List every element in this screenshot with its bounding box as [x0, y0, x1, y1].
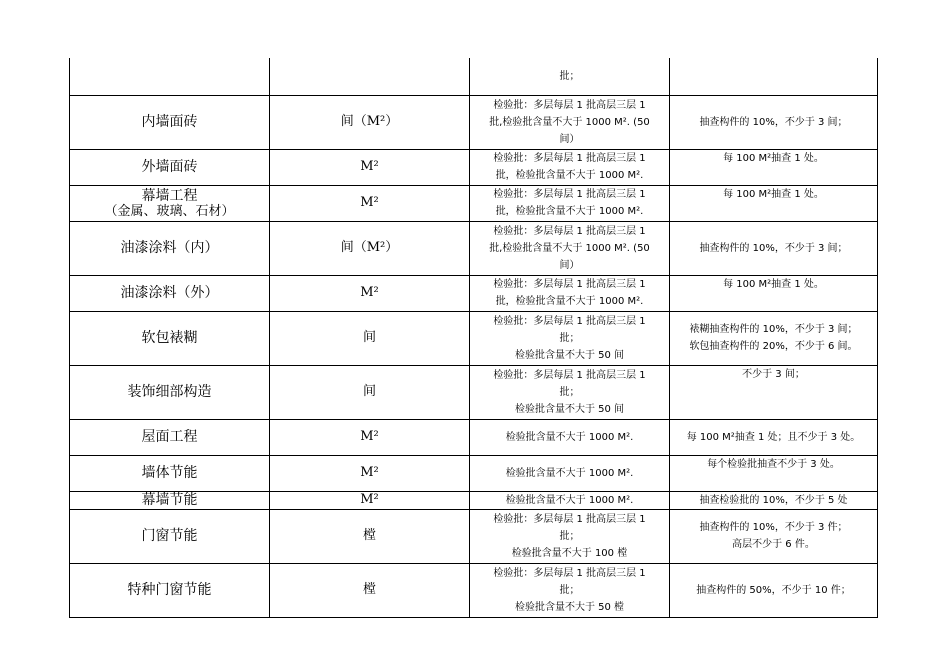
sampling-rule-line: 抽查构件的 10%，不少于 3 件； [699, 522, 848, 533]
batch-rule-line: 检验批：多层每层 1 批高层三层 1 [493, 153, 646, 164]
sampling-rule-cell [670, 149, 878, 185]
sampling-rule-cell [670, 221, 878, 275]
unit-cell [270, 58, 470, 95]
item-name: 油漆涂料（内） [120, 240, 219, 256]
batch-rule-line: 批； [559, 70, 580, 82]
batch-rule-line: 检验批：多层每层 1 批高层三层 1 [493, 369, 646, 381]
table-row [70, 221, 878, 275]
sampling-rule-line: 每 100 M²抽查 1 处。 [723, 152, 824, 164]
sampling-rule-cell [670, 563, 878, 617]
item-name: 油漆涂料（外） [120, 285, 219, 301]
sampling-rule-cell [670, 311, 878, 365]
item-name: 外墙面砖 [141, 159, 198, 175]
sampling-rule-line: 抽查构件的 10%，不少于 3 间； [699, 242, 848, 254]
item-name: 特种门窗节能 [127, 582, 212, 598]
batch-rule-cell [470, 509, 670, 563]
sampling-rule-line: 抽查构件的 10%，不少于 3 间； [699, 116, 848, 128]
batch-rule-line: 检验批含量不大于 1000 M². [505, 494, 634, 506]
batch-rule-cell [470, 275, 670, 311]
sampling-rule-line: 每 100 M²抽查 1 处。 [723, 188, 824, 200]
item-name: 屋面工程 [141, 429, 198, 445]
batch-rule-line: 检验批含量不大于 100 樘 [511, 547, 628, 559]
batch-rule-line: 间） [559, 259, 580, 271]
batch-rule-cell [470, 95, 670, 149]
unit-cell: M² [270, 149, 470, 185]
table-row [70, 275, 878, 311]
sampling-rule-line: 高层不少于 6 件。 [732, 539, 815, 550]
batch-rule-line: 批,检验批含量不大于 1000 M². (50 [489, 116, 650, 128]
batch-rule-line: 检验批：多层每层 1 批高层三层 1 [493, 513, 646, 525]
item-cell [70, 491, 270, 509]
batch-rule-cell [470, 491, 670, 509]
item-cell [70, 563, 270, 617]
item-cell [70, 185, 270, 221]
batch-rule-cell [470, 311, 670, 365]
item-cell [70, 455, 270, 491]
table-row [70, 95, 878, 149]
batch-rule-line: 批，检验批含量不大于 1000 M². [495, 170, 644, 181]
item-cell [70, 509, 270, 563]
sampling-rule-cell [670, 419, 878, 455]
sampling-rule-cell [670, 509, 878, 563]
item-cell [70, 58, 270, 95]
batch-rule-line: 批； [559, 386, 580, 398]
table-row [70, 455, 878, 491]
unit-cell: M² [270, 491, 470, 509]
item-name: 门窗节能 [141, 528, 198, 544]
sampling-rule-cell [670, 365, 878, 419]
table-row [70, 563, 878, 617]
batch-rule-cell [470, 221, 670, 275]
table-row [70, 365, 878, 419]
batch-rule-cell [470, 419, 670, 455]
table-row [70, 419, 878, 455]
item-name: 幕墙节能 [141, 492, 198, 508]
sampling-rule-line: 抽查检验批的 10%，不少于 5 处 [699, 494, 848, 506]
sampling-rule-cell [670, 491, 878, 509]
unit-cell: 间（M²） [270, 221, 470, 275]
batch-rule-line: 批，检验批含量不大于 1000 M². [495, 296, 644, 307]
batch-rule-cell [470, 149, 670, 185]
batch-rule-line: 批； [559, 584, 580, 596]
unit-cell: M² [270, 455, 470, 491]
unit-cell: 间 [270, 311, 470, 365]
sampling-rule-cell [670, 185, 878, 221]
unit-cell: 间（M²） [270, 95, 470, 149]
item-name: 软包裱糊 [141, 330, 198, 346]
batch-rule-line: 批； [559, 530, 580, 542]
sampling-rule-line: 不少于 3 间； [742, 368, 805, 380]
item-name: 幕墙工程 [141, 187, 198, 204]
batch-rule-cell [470, 563, 670, 617]
sampling-rule-cell [670, 275, 878, 311]
batch-rule-line: 间） [559, 133, 580, 145]
sampling-rule-line: 每 100 M²抽查 1 处；且不少于 3 处。 [686, 431, 861, 443]
batch-rule-line: 批； [559, 332, 580, 344]
unit-cell: M² [270, 185, 470, 221]
batch-rule-line: 检验批：多层每层 1 批高层三层 1 [493, 315, 646, 327]
sampling-rule-cell [670, 95, 878, 149]
table-row [70, 311, 878, 365]
unit-cell: 间 [270, 365, 470, 419]
item-subtitle: （金属、玻璃、石材） [104, 203, 235, 219]
item-cell [70, 275, 270, 311]
unit-cell: 樘 [270, 509, 470, 563]
batch-rule-line: 检验批含量不大于 50 间 [514, 403, 625, 415]
batch-rule-line: 检验批：多层每层 1 批高层三层 1 [493, 225, 646, 237]
batch-rule-line: 检验批：多层每层 1 批高层三层 1 [493, 189, 646, 200]
sampling-rule-cell [670, 455, 878, 491]
batch-rule-line: 检验批：多层每层 1 批高层三层 1 [493, 99, 646, 111]
table-row [70, 509, 878, 563]
item-cell [70, 419, 270, 455]
item-cell [70, 149, 270, 185]
item-name: 装饰细部构造 [127, 384, 212, 400]
item-name: 内墙面砖 [141, 114, 198, 130]
sampling-rule-line: 抽查构件的 50%，不少于 10 件； [696, 584, 851, 596]
sampling-rule-cell [670, 58, 878, 95]
inspection-batch-table [69, 58, 878, 618]
batch-rule-cell [470, 185, 670, 221]
item-name: 墙体节能 [141, 465, 198, 481]
item-cell [70, 365, 270, 419]
sampling-rule-line: 软包抽查构件的 20%，不少于 6 间。 [689, 341, 858, 352]
unit-cell: M² [270, 275, 470, 311]
unit-cell: M² [270, 419, 470, 455]
sampling-rule-line: 裱糊抽查构件的 10%，不少于 3 间； [689, 324, 858, 335]
batch-rule-line: 检验批：多层每层 1 批高层三层 1 [493, 567, 646, 579]
sampling-rule-line: 每个检验批抽查不少于 3 处。 [707, 458, 840, 470]
table-row [70, 149, 878, 185]
unit-cell: 樘 [270, 563, 470, 617]
table-row [70, 58, 878, 95]
batch-rule-line: 批，检验批含量不大于 1000 M². [495, 206, 644, 217]
batch-rule-cell [470, 58, 670, 95]
batch-rule-cell [470, 455, 670, 491]
table-row [70, 185, 878, 221]
batch-rule-line: 检验批含量不大于 50 间 [514, 349, 625, 361]
sampling-rule-line: 每 100 M²抽查 1 处。 [723, 278, 824, 290]
item-cell [70, 95, 270, 149]
batch-rule-line: 检验批含量不大于 1000 M². [505, 467, 634, 479]
item-cell [70, 311, 270, 365]
batch-rule-line: 批,检验批含量不大于 1000 M². (50 [489, 242, 650, 254]
batch-rule-line: 检验批含量不大于 1000 M². [505, 431, 634, 443]
batch-rule-cell [470, 365, 670, 419]
batch-rule-line: 检验批含量不大于 50 樘 [514, 601, 625, 613]
table-body [70, 58, 878, 617]
item-cell [70, 221, 270, 275]
batch-rule-line: 检验批：多层每层 1 批高层三层 1 [493, 279, 646, 290]
table-row [70, 491, 878, 509]
